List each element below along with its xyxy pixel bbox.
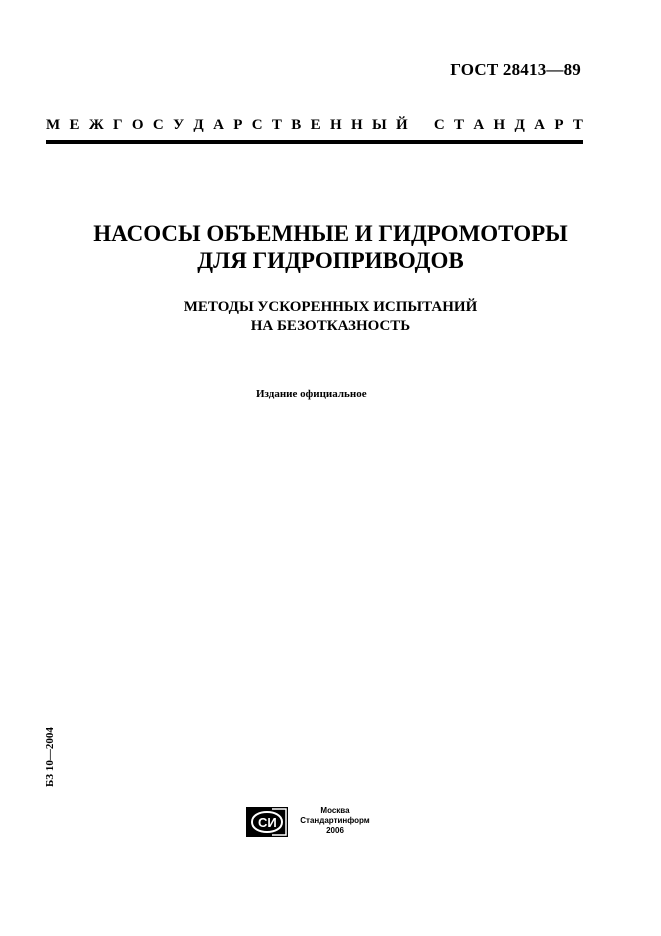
standard-type-letter: Н — [350, 117, 363, 133]
publisher-name: Стандартинформ — [300, 816, 370, 825]
publisher-info — [290, 806, 380, 836]
main-title-line-2: ДЛЯ ГИДРОПРИВОДОВ — [197, 248, 464, 273]
gost-number: ГОСТ 28413—89 — [450, 60, 581, 79]
standard-type-letter: Т — [454, 117, 465, 133]
subtitle-line-2: НА БЕЗОТКАЗНОСТЬ — [250, 318, 411, 334]
subtitle — [0, 298, 661, 336]
edition-label: Издание официальное — [256, 388, 367, 400]
standard-type-letter: Д — [193, 117, 204, 133]
subtitle-line-1: МЕТОДЫ УСКОРЕННЫХ ИСПЫТАНИЙ — [183, 299, 478, 315]
standard-type-space — [417, 117, 425, 134]
standard-type-letter: Р — [233, 117, 243, 133]
standard-type-letter: Ы — [371, 117, 387, 133]
main-title — [0, 220, 661, 274]
standard-type-letter: Й — [396, 117, 408, 133]
standard-type-letter: Е — [69, 117, 80, 133]
standard-type-letter: Р — [554, 117, 564, 133]
main-title-line-1: НАСОСЫ ОБЪЕМНЫЕ И ГИДРОМОТОРЫ — [93, 221, 568, 246]
standard-type-letter: С — [251, 117, 263, 133]
standard-type-letter: А — [213, 117, 224, 133]
standard-type-letter: А — [473, 117, 485, 133]
standard-type-letter: С — [152, 117, 164, 133]
standard-type-letter: Е — [310, 117, 321, 133]
standard-type-letter: Н — [329, 117, 342, 133]
publisher-city: Москва — [320, 806, 350, 815]
side-code-text: БЗ 10—2004 — [44, 727, 56, 787]
standard-type-letter: Д — [514, 117, 525, 133]
publisher-logo-text: СИ — [258, 815, 277, 830]
standard-type-letter: Г — [113, 117, 123, 133]
standard-type-letter: У — [173, 117, 185, 133]
standard-type-letter: В — [291, 117, 302, 133]
header-rule — [46, 140, 583, 144]
standard-type-letter: А — [534, 117, 546, 133]
standard-type-letter: О — [131, 117, 144, 133]
standard-type-letter: Ж — [88, 117, 104, 133]
standard-type-letter: Т — [271, 117, 282, 133]
standard-type-letter: Н — [493, 117, 506, 133]
publisher-logo-icon — [246, 807, 288, 837]
publisher-year: 2006 — [326, 826, 344, 835]
standard-type-letter: Т — [572, 117, 583, 133]
standard-type-letter: М — [46, 117, 61, 133]
standard-type-heading — [46, 117, 583, 134]
standard-type-letter: С — [433, 117, 445, 133]
